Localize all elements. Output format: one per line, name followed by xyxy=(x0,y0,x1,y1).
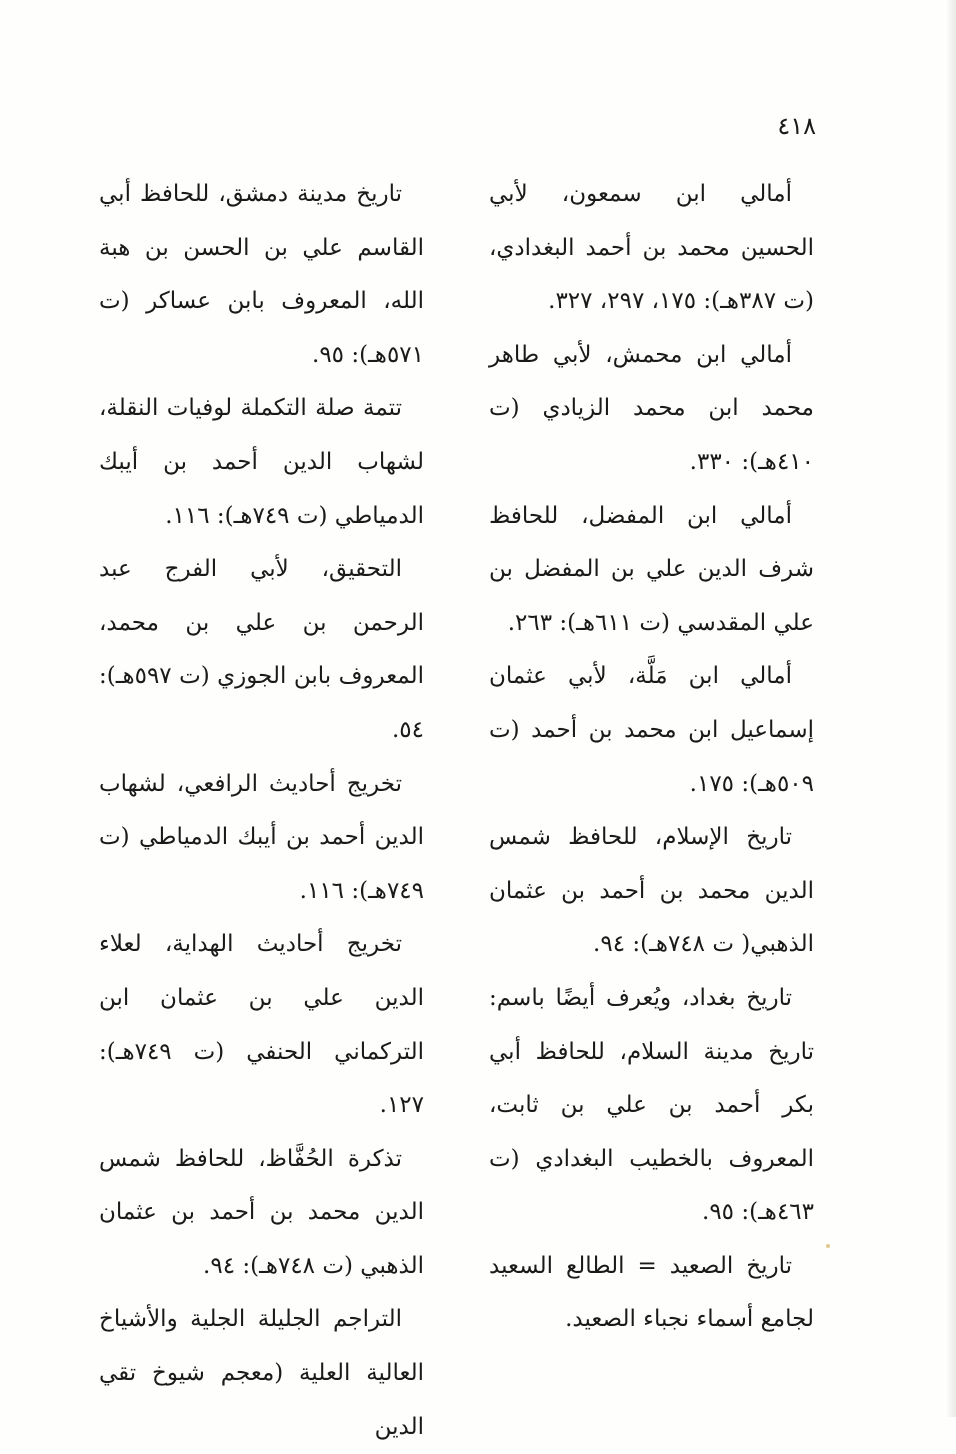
index-column-right xyxy=(489,168,814,1347)
index-entry: تتمة صلة التكملة لوفيات النقلة، لشهاب الدين أحمد بن أيبك الدمياطي (ت ٧٤٩هـ): ١١٦. xyxy=(99,395,424,529)
index-entry: تاريخ الصعيد = الطالع السعيد لجامع أسماء نجباء الصعيد. xyxy=(489,1252,814,1333)
page-number: ٤١٨ xyxy=(777,112,816,140)
index-entry: أمالي ابن المفضل، للحافظ شرف الدين علي بن المفضل بن علي المقدسي (ت ٦١١هـ): ٢٦٣. xyxy=(489,502,814,636)
index-entry: أمالي ابن مَلَّة، لأبي عثمان إسماعيل ابن محمد بن أحمد (ت ٥٠٩هـ): ١٧٥. xyxy=(489,663,814,797)
index-entry: أمالي ابن محمش، لأبي طاهر محمد ابن محمد الزيادي (ت ٤١٠هـ): ٣٣٠. xyxy=(489,341,814,475)
paper-speck xyxy=(826,1244,830,1248)
page-edge-shadow xyxy=(946,0,956,1417)
index-entry: تذكرة الحُفَّاظ، للحافظ شمس الدين محمد بن أحمد بن عثمان الذهبي (ت ٧٤٨هـ): ٩٤. xyxy=(99,1145,424,1279)
index-entry: تاريخ بغداد، ويُعرف أيضًا باسم: تاريخ مدينة السلام، للحافظ أبي بكر أحمد بن علي بن ثابت، المعروف بالخطيب البغدادي (ت ٤٦٣هـ): ٩٥. xyxy=(489,984,814,1226)
index-entry: تخريج أحاديث الرافعي، لشهاب الدين أحمد بن أيبك الدمياطي (ت ٧٤٩هـ): ١١٦. xyxy=(99,770,424,904)
index-entry: التحقيق، لأبي الفرج عبد الرحمن بن علي بن محمد، المعروف بابن الجوزي (ت ٥٩٧هـ): ٥٤. xyxy=(99,556,424,743)
index-entry: تخريج أحاديث الهداية، لعلاء الدين علي بن عثمان ابن التركماني الحنفي (ت ٧٤٩هـ): ١٢٧. xyxy=(99,931,424,1119)
index-entry: التراجم الجليلة الجلية والأشياخ العالية العلية (معجم شيوخ تقي الدين xyxy=(99,1306,424,1440)
index-column-left xyxy=(99,168,424,1454)
index-entry: أمالي ابن سمعون، لأبي الحسين محمد بن أحمد البغدادي، (ت ٣٨٧هـ): ١٧٥، ٢٩٧، ٣٢٧. xyxy=(489,181,814,315)
index-entry: تاريخ الإسلام، للحافظ شمس الدين محمد بن أحمد بن عثمان الذهبي( ت ٧٤٨هـ): ٩٤. xyxy=(489,824,814,958)
index-entry: تاريخ مدينة دمشق، للحافظ أبي القاسم علي بن الحسن بن هبة الله، المعروف بابن عساكر (ت ٥٧١هـ): ٩٥. xyxy=(99,181,424,368)
